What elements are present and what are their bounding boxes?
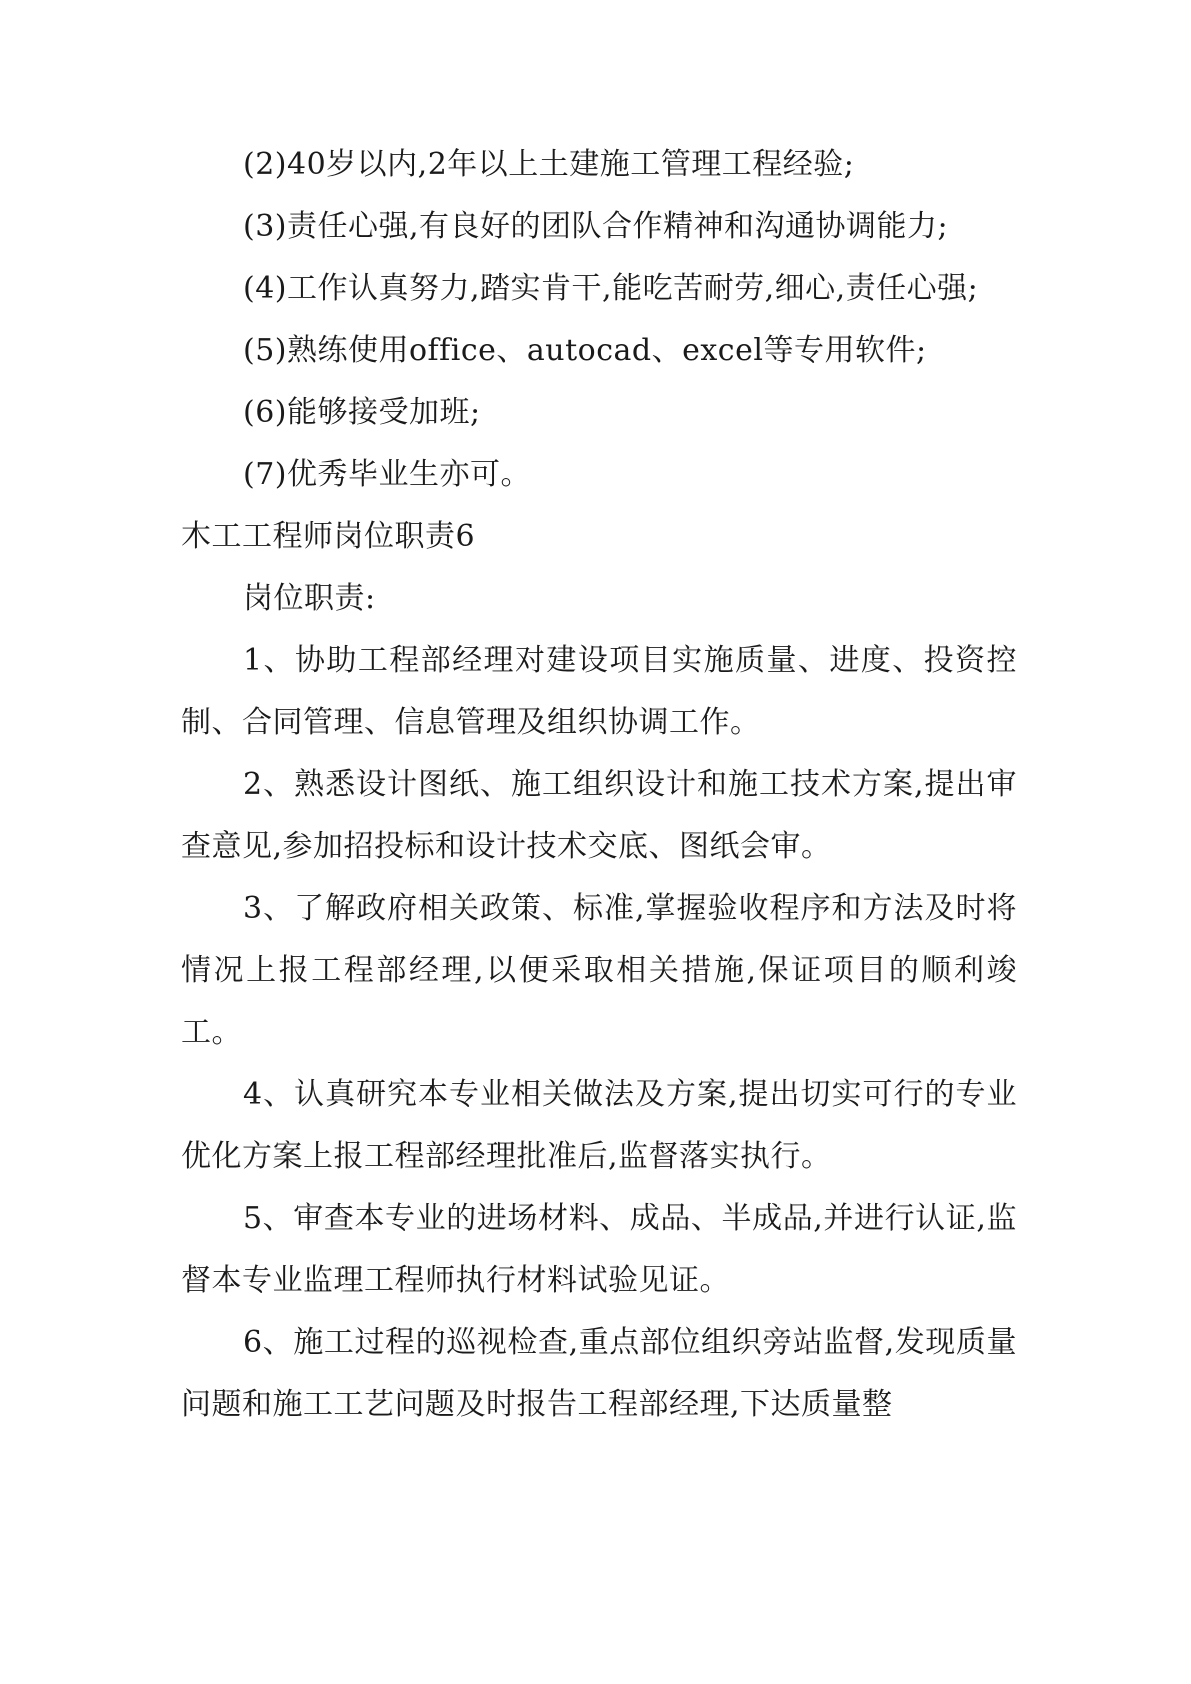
duty-item-1: 1、协助工程部经理对建设项目实施质量、进度、投资控制、合同管理、信息管理及组织协调工作。: [181, 643, 1017, 740]
requirement-item-4: (4)工作认真努力,踏实肯干,能吃苦耐劳,细心,责任心强;: [243, 271, 979, 306]
requirement-item-3: (3)责任心强,有良好的团队合作精神和沟通协调能力;: [243, 209, 949, 244]
duty-item-5: 5、审查本专业的进场材料、成品、半成品,并进行认证,监督本专业监理工程师执行材料试验见证。: [181, 1201, 1017, 1298]
document-body: [181, 134, 1017, 1436]
requirement-item-5: (5)熟练使用office、autocad、excel等专用软件;: [243, 333, 927, 368]
duty-item-6: 6、施工过程的巡视检查,重点部位组织旁站监督,发现质量问题和施工工艺问题及时报告工程部经理,下达质量整: [181, 1325, 1017, 1422]
requirement-item-6: (6)能够接受加班;: [243, 395, 481, 430]
duty-item-3: 3、了解政府相关政策、标准,掌握验收程序和方法及时将情况上报工程部经理,以便采取相关措施,保证项目的顺利竣工。: [181, 891, 1017, 1050]
requirement-item-2: (2)40岁以内,2年以上土建施工管理工程经验;: [243, 147, 855, 182]
requirement-item-7: (7)优秀毕业生亦可。: [243, 457, 531, 492]
duties-label: 岗位职责:: [243, 581, 376, 616]
section-title: 木工工程师岗位职责6: [181, 519, 476, 554]
duty-item-4: 4、认真研究本专业相关做法及方案,提出切实可行的专业优化方案上报工程部经理批准后,监督落实执行。: [181, 1077, 1017, 1174]
duty-item-2: 2、熟悉设计图纸、施工组织设计和施工技术方案,提出审查意见,参加招投标和设计技术交底、图纸会审。: [181, 767, 1017, 864]
